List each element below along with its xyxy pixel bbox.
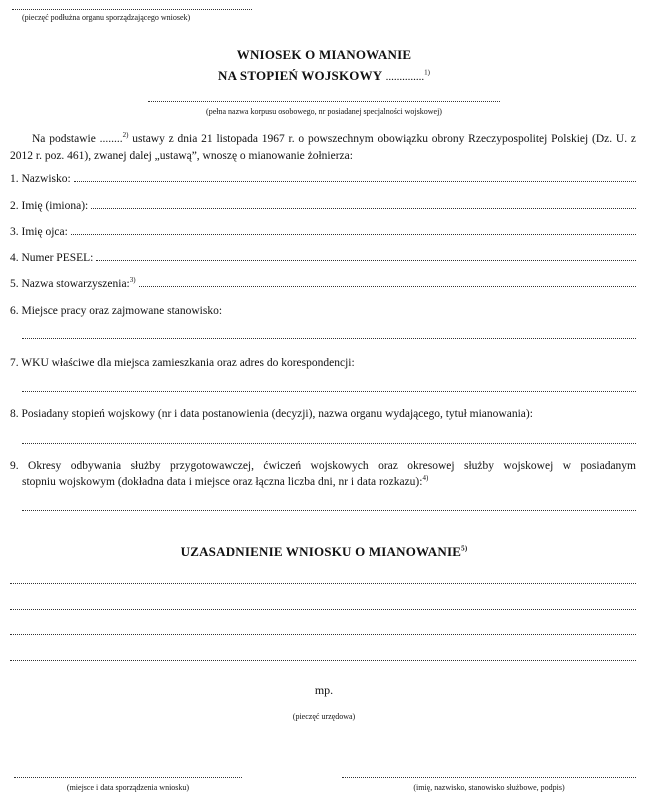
- form-title-line2: [0, 68, 648, 84]
- field-label: 3. Imię ojca:: [10, 226, 68, 238]
- field-fill[interactable]: [96, 260, 636, 261]
- field-label: 5. Nazwa stowarzyszenia:$^{3)}$: [10, 276, 136, 290]
- item6-label: 6. Miejsce pracy oraz zajmowane stanowisko:: [10, 305, 223, 317]
- footnote-4: 4): [422, 474, 429, 483]
- place-date-caption: (miejsce i data sporządzenia wniosku): [66, 783, 190, 792]
- corps-dotted-line: [148, 101, 500, 102]
- signature-line[interactable]: [342, 777, 636, 778]
- form-title-line1: WNIOSEK O MIANOWANIE: [236, 47, 412, 62]
- item9-line[interactable]: [22, 510, 636, 511]
- field-association[interactable]: [10, 278, 636, 290]
- stamp-dotted-line: [12, 9, 252, 10]
- intro-part2: ustawy z dnia 21 listopada 1967 r. o powszechnym obowiązku obrony Rzeczypospolitej Polskiej (Dz. U. z 2012 r. poz. 461), zwanej dalej „ustawą”, wnoszę o mianowanie żołnierza:: [10, 133, 636, 162]
- field-fill[interactable]: [91, 208, 636, 209]
- item8-line[interactable]: [22, 443, 636, 444]
- mp-label: mp.: [314, 683, 334, 697]
- justification-title: UZASADNIENIE WNIOSKU O MIANOWANIE$^{5)}$: [180, 544, 468, 559]
- footnote-1: 1): [424, 68, 430, 77]
- field-surname[interactable]: [10, 173, 636, 185]
- field-label: 1. Nazwisko:: [10, 173, 71, 185]
- justification-line[interactable]: [10, 660, 636, 661]
- item6-line[interactable]: [22, 338, 636, 339]
- field-pesel[interactable]: [10, 252, 636, 264]
- field-first-names[interactable]: [10, 200, 636, 212]
- field-fill[interactable]: [139, 286, 636, 287]
- seal-caption: (pieczęć urzędowa): [292, 712, 356, 721]
- corps-caption: (pełna nazwa korpusu osobowego, nr posiadanej specjalności wojskowej): [206, 107, 442, 116]
- field-fill[interactable]: [74, 181, 636, 182]
- field-father-name[interactable]: [10, 226, 636, 238]
- footnote-5: 5): [461, 544, 468, 553]
- justification-line[interactable]: [10, 583, 636, 584]
- footnote-2: 2): [122, 131, 129, 140]
- stamp-caption: (pieczęć podłużna organu sporządzającego wniosek): [22, 13, 191, 22]
- intro-part1: Na podstawie ........: [32, 133, 123, 145]
- justification-line[interactable]: [10, 634, 636, 635]
- field-label: 2. Imię (imiona):: [10, 200, 89, 212]
- footnote-3: 3): [129, 276, 136, 285]
- item8-label: 8. Posiadany stopień wojskowy (nr i data postanowienia (decyzji), nazwa organu wydającego, tytuł mianowania):: [10, 408, 533, 420]
- item9-label-line2: stopniu wojskowym (dokładna data i miejsce oraz łączna liczba dni, nr i data rozkazu):$^{4)}$: [22, 474, 429, 488]
- field-fill[interactable]: [71, 234, 636, 235]
- field-label: 4. Numer PESEL:: [10, 252, 94, 264]
- place-date-line[interactable]: [14, 777, 242, 778]
- signature-caption: (imię, nazwisko, stanowisko służbowe, podpis): [413, 783, 565, 792]
- item7-label: 7. WKU właściwe dla miejsca zamieszkania oraz adres do korespondencji:: [10, 357, 355, 369]
- item9-label-line1: 9. Okresy odbywania służby przygotowawczej, ćwiczeń wojskowych oraz okresowej służby wojskowej w posiadanym: [10, 460, 636, 472]
- justification-line[interactable]: [10, 609, 636, 610]
- item7-line[interactable]: [22, 391, 636, 392]
- rank-dots: ..............: [385, 71, 425, 83]
- form-title-rank: NA STOPIEŃ WOJSKOWY: [217, 68, 383, 83]
- intro-paragraph: [10, 131, 636, 165]
